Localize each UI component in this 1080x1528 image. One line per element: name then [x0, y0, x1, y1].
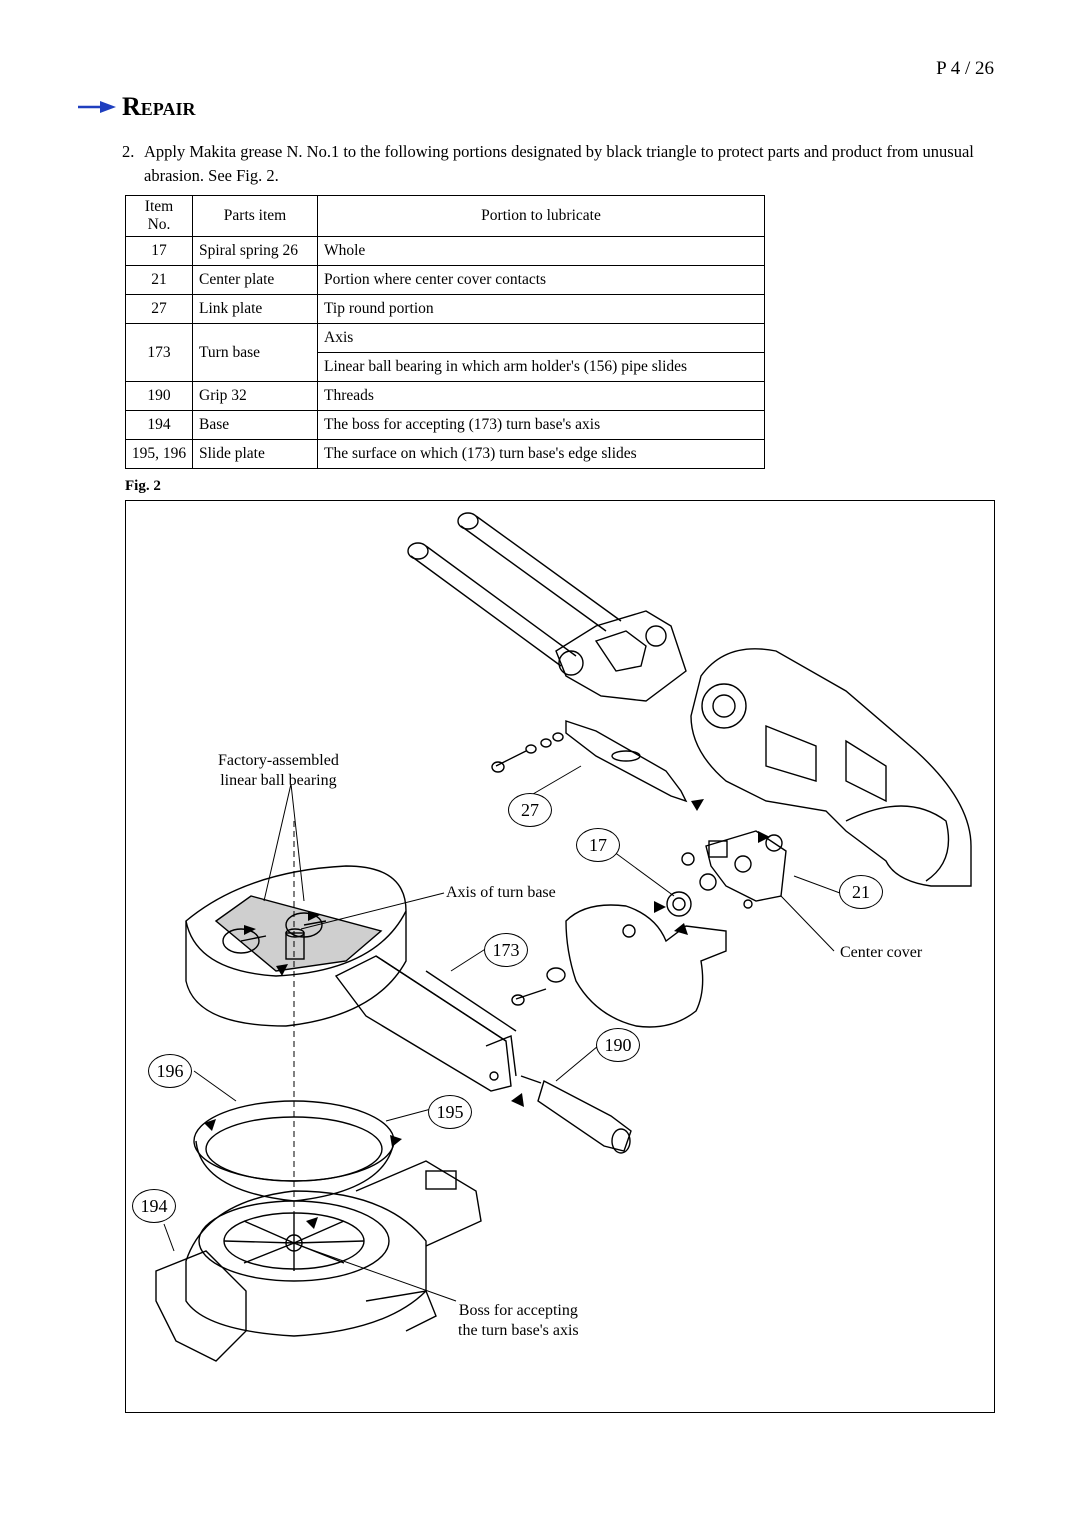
callout-center-cover: Center cover — [840, 944, 923, 961]
instruction-text: Apply Makita grease N. No.1 to the following portions designated by black triangle to protect parts and product from unusual abrasion. See Fig. 2. — [144, 142, 974, 185]
callout-axis-of-turn-base: Axis of turn base — [446, 884, 556, 901]
table-header-row — [126, 196, 765, 237]
screw-parts — [492, 733, 563, 772]
part-number-190: 190 — [596, 1028, 640, 1062]
cell-portion: Axis — [318, 324, 765, 353]
callout-factory-line1: Factory-assembled — [218, 752, 339, 769]
grip-handle — [521, 1076, 631, 1153]
cell-portion: Whole — [318, 237, 765, 266]
cell-part: Grip 32 — [193, 382, 318, 411]
part-number-173: 173 — [484, 933, 528, 967]
arrow-right-icon — [78, 100, 116, 114]
cell-portion: Threads — [318, 382, 765, 411]
cell-part: Base — [193, 411, 318, 440]
instruction-paragraph — [122, 140, 1002, 188]
cell-item: 17 — [126, 237, 193, 266]
part-number-27: 27 — [508, 793, 552, 827]
page-number: P 4 / 26 — [936, 58, 994, 79]
header-parts-item: Parts item — [193, 196, 318, 237]
cell-item: 194 — [126, 411, 193, 440]
cell-item: 190 — [126, 382, 193, 411]
base — [156, 1161, 481, 1361]
cell-part: Link plate — [193, 295, 318, 324]
saw-guard — [691, 649, 971, 886]
arm-holder-pipes — [408, 513, 621, 666]
part-number-17: 17 — [576, 828, 620, 862]
cell-item: 195, 196 — [126, 440, 193, 469]
cell-item: 27 — [126, 295, 193, 324]
cell-part: Spiral spring 26 — [193, 237, 318, 266]
callout-boss-line2: the turn base's axis — [458, 1322, 579, 1339]
table-row — [126, 382, 765, 411]
cell-portion: The surface on which (173) turn base's edge slides — [318, 440, 765, 469]
table-row — [126, 237, 765, 266]
part-number-196: 196 — [148, 1054, 192, 1088]
cell-part: Center plate — [193, 266, 318, 295]
part-number-195: 195 — [428, 1095, 472, 1129]
leader-lines — [164, 766, 848, 1301]
callout-boss-line1: Boss for accepting — [458, 1302, 578, 1319]
cell-item: 173 — [126, 324, 193, 382]
cell-item: 21 — [126, 266, 193, 295]
header-item-no: Item No. — [126, 196, 193, 237]
table-row — [126, 295, 765, 324]
table-row — [126, 266, 765, 295]
center-cover — [566, 905, 726, 1027]
section-title: Repair — [122, 92, 196, 121]
cell-portion: Linear ball bearing in which arm holder's (156) pipe slides — [318, 353, 765, 382]
lubrication-table — [125, 195, 765, 469]
part-number-21: 21 — [839, 875, 883, 909]
table-row — [126, 324, 765, 353]
callout-boss — [458, 1301, 579, 1341]
callout-factory-line2: linear ball bearing — [220, 772, 337, 789]
cell-portion: Portion where center cover contacts — [318, 266, 765, 295]
section-header — [78, 92, 195, 122]
figure-frame — [125, 500, 995, 1413]
cell-portion: Tip round portion — [318, 295, 765, 324]
callout-factory-assembled — [218, 751, 339, 791]
table-row — [126, 440, 765, 469]
cell-part: Slide plate — [193, 440, 318, 469]
header-portion: Portion to lubricate — [318, 196, 765, 237]
instruction-number: 2. — [122, 142, 135, 161]
part-number-194: 194 — [132, 1189, 176, 1223]
figure-label: Fig. 2 — [125, 478, 161, 494]
cell-part: Turn base — [193, 324, 318, 382]
cell-portion: The boss for accepting (173) turn base's axis — [318, 411, 765, 440]
table-row — [126, 411, 765, 440]
